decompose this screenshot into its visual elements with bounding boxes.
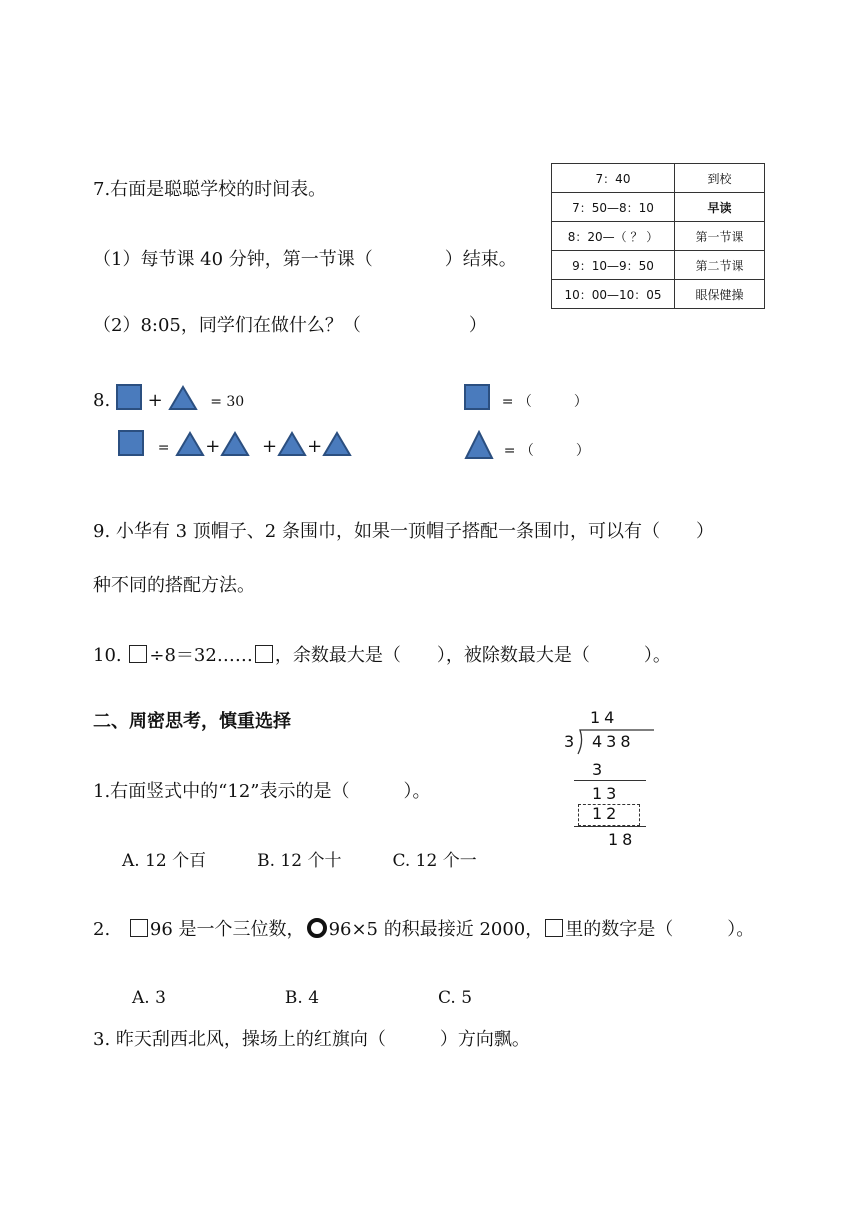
q8-equals: = [157, 440, 170, 456]
timetable-activity: 早读 [675, 193, 765, 222]
division-step: 13 [592, 784, 621, 803]
q7-title: 7.右面是聪聪学校的时间表。 [93, 179, 327, 200]
square-icon [118, 430, 144, 456]
timetable-row [552, 193, 765, 222]
square-icon [464, 384, 490, 410]
division-step: 18 [608, 830, 637, 849]
q8-answer-blank: = （ ） [501, 394, 588, 410]
q10-equation: ÷8＝32…… [149, 645, 253, 666]
blank-box-icon [255, 645, 273, 663]
triangle-icon [220, 431, 250, 457]
q8-plus: + [307, 436, 323, 457]
timetable-activity: 第一节课 [675, 222, 765, 251]
s2q1-options: A. 12 个百 B. 12 个十 C. 12 个一 [122, 851, 477, 871]
q10-number: 10. [93, 645, 122, 666]
division-divisor: 3 [564, 732, 579, 751]
timetable-activity: 到校 [675, 164, 765, 193]
division-highlighted-step: 12 [592, 804, 621, 823]
section-title: 二、周密思考，慎重选择 [93, 711, 291, 732]
triangle-icon [322, 431, 352, 457]
triangle-icon [168, 385, 198, 411]
q9-line1: 9. 小华有 3 顶帽子、2 条围巾，如果一顶帽子搭配一条围巾，可以有（ ） [93, 521, 714, 542]
q8-plus: + [262, 436, 278, 457]
q8-plus: + [205, 436, 221, 457]
q10 [93, 644, 671, 668]
timetable-time: 9：10—9：50 [552, 251, 675, 280]
s2q2-text: 里的数字是（ ）。 [565, 919, 755, 940]
q7-sub1: （1）每节课 40 分钟，第一节课（ ）结束。 [93, 249, 517, 270]
blank-box-icon [130, 919, 148, 937]
s2q2-text: 96×5 的积最接近 2000， [328, 919, 544, 940]
q7-sub2: （2）8:05，同学们在做什么？（ ） [93, 315, 487, 336]
square-icon [116, 384, 142, 410]
s2q2-number: 2. [93, 919, 111, 940]
timetable-time: 7：40 [552, 164, 675, 193]
division-dividend: 438 [592, 732, 635, 751]
division-step: 3 [592, 760, 607, 779]
timetable-row [552, 222, 765, 251]
q8-square-answer [464, 384, 588, 414]
s2q1-text: 1.右面竖式中的“12”表示的是（ ）。 [93, 781, 431, 802]
triangle-icon [464, 430, 494, 460]
q8-plus: + [147, 390, 163, 411]
s2q2-options: A. 3 B. 4 C. 5 [132, 988, 473, 1008]
timetable-row [552, 251, 765, 280]
q8-triangle-answer [464, 430, 590, 463]
q9-line2: 种不同的搭配方法。 [93, 575, 255, 596]
timetable-time: 7：50—8：10 [552, 193, 675, 222]
q8-row1 [93, 384, 244, 414]
q8-row2 [118, 430, 352, 460]
timetable-activity: 第二节课 [675, 251, 765, 280]
q8-number: 8. [93, 390, 111, 411]
q10-text: ，余数最大是（ ），被除数最大是（ ）。 [274, 645, 671, 666]
circle-dot-icon [307, 918, 327, 938]
timetable-row [552, 280, 765, 309]
s2q3-text: 3. 昨天刮西北风，操场上的红旗向（ ）方向飘。 [93, 1029, 530, 1050]
blank-box-icon [545, 919, 563, 937]
blank-box-icon [129, 645, 147, 663]
timetable [551, 163, 765, 309]
long-division [560, 706, 670, 854]
triangle-icon [277, 431, 307, 457]
q8-equals-30: = 30 [210, 394, 245, 410]
s2q2 [93, 918, 754, 942]
timetable-activity: 眼保健操 [675, 280, 765, 309]
q8-answer-blank: = （ ） [503, 443, 590, 459]
timetable-time: 10：00—10：05 [552, 280, 675, 309]
division-quotient: 14 [590, 708, 619, 727]
s2q2-text: 96 是一个三位数， [149, 919, 305, 940]
timetable-row [552, 164, 765, 193]
timetable-time: 8：20—（ ？ ） [552, 222, 675, 251]
triangle-icon [175, 431, 205, 457]
